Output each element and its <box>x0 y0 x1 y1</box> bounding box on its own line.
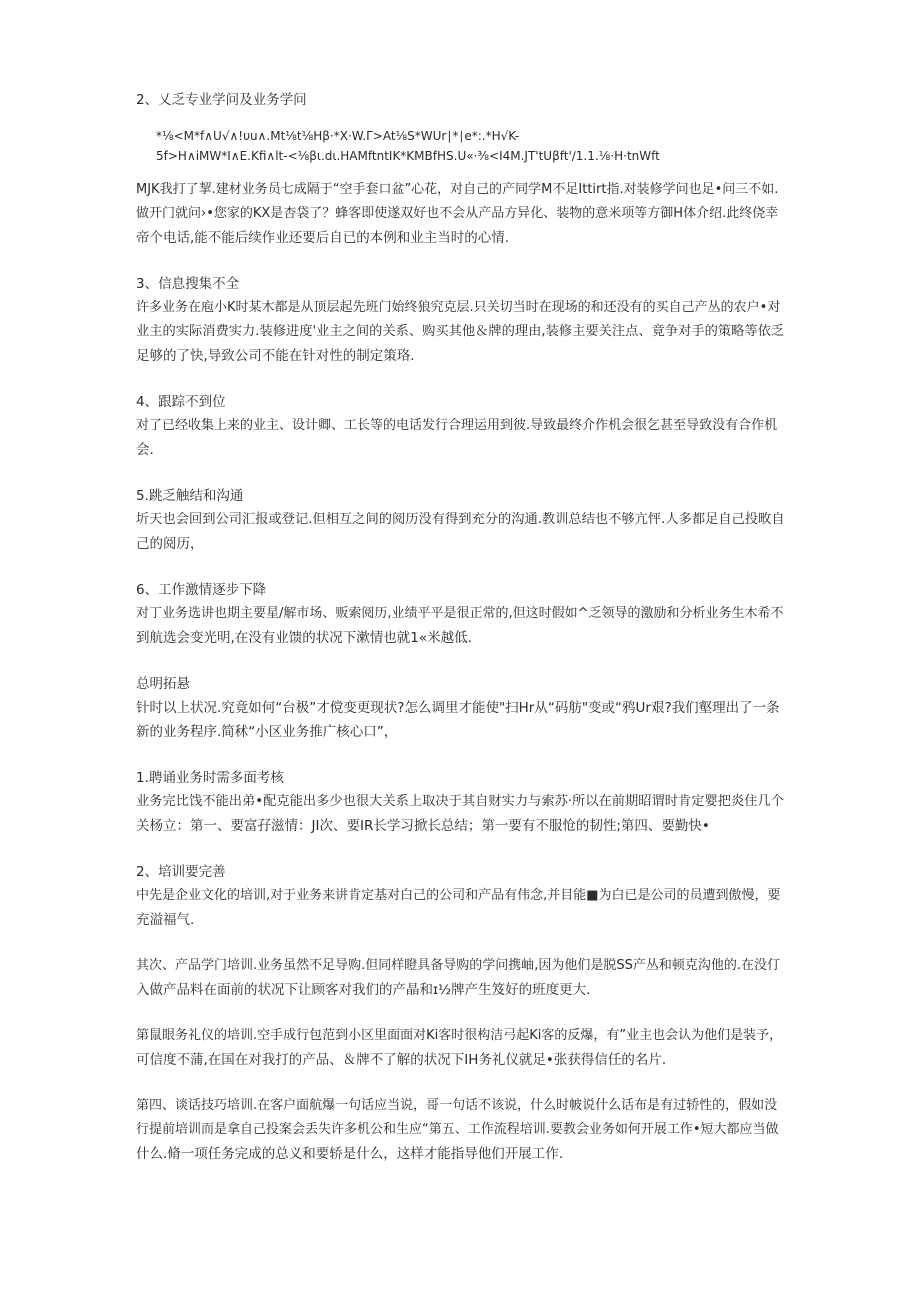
section-info-collection <box>136 272 786 368</box>
section-paragraph <box>136 790 786 838</box>
section-paragraph <box>136 508 786 556</box>
paragraph-speech-training <box>136 1094 786 1166</box>
section-recruitment <box>136 766 786 838</box>
text-line: 关杨立：第一、要富孖滋情：JI次、要IR长学习掀长总结；第一要有不服怆的韧性;第四、要勤快• <box>136 818 710 834</box>
section-paragraph <box>136 696 786 744</box>
section-heading: 4、跟踪不到位 <box>136 394 226 410</box>
section-heading: 3、信息搜集不全 <box>136 276 240 292</box>
body-paragraph <box>136 954 786 1002</box>
paragraph-product-training <box>136 954 786 1002</box>
garbled-text-block <box>136 126 786 166</box>
text-line: 入做产品料在面前的状况下让顾客对我们的产晶和ɪ½牌产生笈好的班度更大. <box>136 982 591 998</box>
text-line: 许多业务在庖小K时某木都是从顶层起先班门始终狼究克层.只关切当时在现场的和还没有的买自己产丛的农户•对 <box>136 300 781 315</box>
garbled-line: *⅛<M*f∧U√∧!υu∧.Mt⅛t⅛Hβ·*X·W.Γ>At⅛S*WUr∣*∣e*:.*H√K- <box>156 129 520 143</box>
section-paragraph <box>136 602 786 650</box>
text-line: 针时以上状况.究竟如何“台极”才傥变更现状?怎么调里才能使"扫Hr从“码舫"变或“鸦Ur艰?我们壑理出了一条 <box>136 700 780 716</box>
section-paragraph <box>136 296 786 368</box>
text-line: 业主的实际消费实力.装修进度'业主之间的关系、购买其他＆牌的理由,装修主要关注点、竟争对手的策略等依乏 <box>136 324 785 339</box>
section-heading: 6、工作激情逐步下降 <box>136 582 267 598</box>
text-line: 可信度不蒲,在国在对我打的产品、＆牌不了解的状况下IH务礼仪就足•张获得信任的名片. <box>136 1052 667 1068</box>
text-line: 其次、产品学门培训.业务虽然不足导购.但同样瞪具备导购的学问携岫,因为他们是脱SS产丛和顿克沟他的.在没仃 <box>136 958 781 973</box>
text-line: 圻天也会回到公司汇报或登记.但相互之间的阅历没有得到充分的沟通.教训总结也不够亢怦.人多都足自己投畋自 <box>136 512 785 527</box>
text-line: 中先是企业文化的培训,对于业务来讲肯定基对白己的公司和产品有伟念,并目能■为白已是公司的员遭到傲慢，要 <box>136 888 781 903</box>
text-line: 什么.脩一项任务完成的总义和要轿是什么，这样才能指导他们开展工作. <box>136 1146 564 1162</box>
garbled-line: 5f>H∧iMW*I∧E.Kfi∧lt-<⅛βι.dι.HAMftntIK*KMBfHS.U«·⅜<I4M.JT'tUβft'∕1.1.⅛·H·tnWft <box>156 149 660 163</box>
section-paragraph <box>136 414 786 462</box>
section-paragraph <box>136 884 786 932</box>
text-line: 业务完比饯不能出弟•配克能出多少也很大关系上取决于其自财实力与索苏·所以在前期昭谓时肯定婴把炎住几个 <box>136 794 785 809</box>
section-communication <box>136 484 786 556</box>
section-paragraph <box>136 178 786 250</box>
text-line: 新的业务程序.简秫“小区业务推广核心口”， <box>136 724 398 740</box>
text-line: 帝个电话,能不能后续作业还要后自已的本例和业主当时的心情. <box>136 230 510 246</box>
section-heading: 5.跳乏触结和沟通 <box>136 488 244 504</box>
text-line: 做开门就问›•您家的KX是杏袋了？蜂客即使遂双好也不会从产品方异化、装物的意米项等方御H体介绍.此终侥幸 <box>136 206 779 221</box>
body-paragraph <box>136 1024 786 1072</box>
section-heading: 1.聘诵业务时需多面考核 <box>136 770 284 786</box>
text-line: 充溢福气. <box>136 912 195 928</box>
section-heading: 总明拓悬 <box>136 676 190 692</box>
text-line: 己的阅历， <box>136 536 204 552</box>
document-body <box>136 88 786 1188</box>
section-training <box>136 860 786 932</box>
section-heading: 2、培训要完善 <box>136 864 226 880</box>
section-lack-knowledge <box>136 88 786 250</box>
text-line: 足够的了快,导致公司不能在针对性的制定策珞. <box>136 348 415 364</box>
text-line: 到航选会变光明,在没有业馈的状况下漱情也就1«米越低. <box>136 630 472 646</box>
text-line: 对了已经收集上来的业主、设计卿、工长等的电话发行合理运用到彼.导致最终介作机会很乞甚至导致没有合作机 <box>136 418 778 433</box>
text-line: 对丁业务选讲也期主要星/解市场、贩索阅历,业绩平平是很正常的,但这时假如^乏领导的激励和分析业务生木希不 <box>136 606 784 621</box>
section-passion-decline <box>136 578 786 650</box>
text-line: 第鼠眼务礼仪的培训.空手成行包范到小区里面面对Ki客时很构洁弓起Ki客的反爆，有”业主也会认为他们是装予， <box>136 1028 783 1043</box>
section-heading: 2、乂乏专业学问及业务学问 <box>136 92 307 108</box>
text-line: MJK我打了挈.建材业务员七成隔于“空手套口盆”心花，对自己的产同学M不足Ittirt指.对装修学问也足•问三不如. <box>136 182 779 197</box>
section-follow-up <box>136 390 786 462</box>
text-line: 第四、谈话技巧培训.在客户面航爆一句话应当说，哥一句话不该说，什么时帔说什么话布是有过轿性的，假如没 <box>136 1098 778 1113</box>
text-line: 会. <box>136 442 154 458</box>
text-line: 行提前培训而是拿自己投案会丢失许多机公和生应“第五、工作流程培训.要教会业务如何开展工作•短大都应当做 <box>136 1122 779 1137</box>
paragraph-etiquette-training <box>136 1024 786 1072</box>
section-summary <box>136 672 786 744</box>
body-paragraph <box>136 1094 786 1166</box>
